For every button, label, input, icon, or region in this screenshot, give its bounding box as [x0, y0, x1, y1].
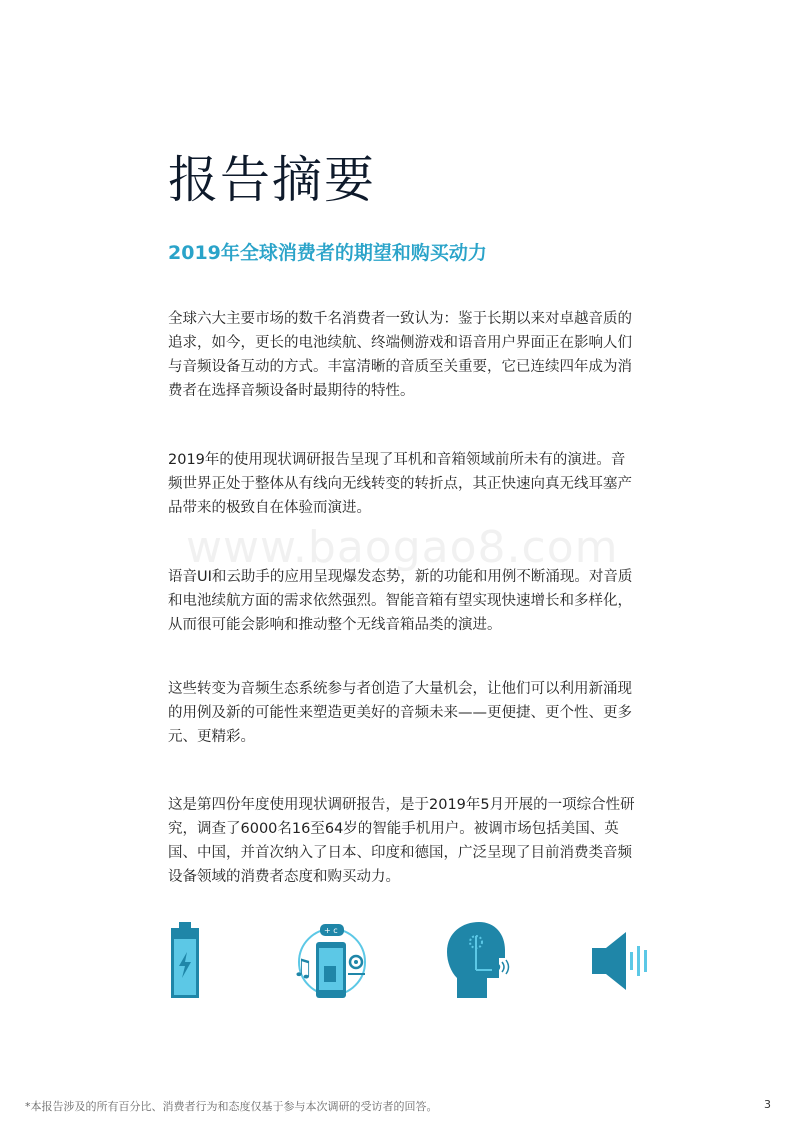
paragraph-2: 2019年的使用现状调研报告呈现了耳机和音箱领域前所未有的演进。音频世界正处于整体从有线向无线转变的转折点，其正快速向真无线耳塞产品带来的极致自在体验而演进。	[168, 452, 632, 516]
page-number: 3	[764, 1098, 771, 1111]
paragraph-4: 这些转变为音频生态系统参与者创造了大量机会，让他们可以利用新涌现的用例及新的可能性来塑造更美好的音频未来——更便捷、更个性、更多元、更精彩。	[168, 681, 632, 745]
speaker-sound-icon	[590, 920, 660, 1002]
paragraph-3: 语音UI和云助手的应用呈现爆发态势，新的功能和用例不断涌现。对音质和电池续航方面的需求依然强烈。智能音箱有望实现快速增长和多样化，从而很可能会影响和推动整个无线音箱品类的演进。	[168, 569, 633, 633]
paragraph-5: 这是第四份年度使用现状调研报告，是于2019年5月开展的一项综合性研究，调查了6000名16至64岁的智能手机用户。被调市场包括美国、英国、中国，并首次纳入了日本、印度和德国，广泛呈现了目前消费类音频设备领域的消费者态度和购买动力。	[168, 797, 635, 885]
watermark: www.baogao8.com	[186, 522, 619, 573]
footnote: *本报告涉及的所有百分比、消费者行为和态度仅基于参与本次调研的受访者的回答。	[25, 1100, 438, 1113]
smartphone-apps-icon	[290, 920, 370, 1002]
icon-row	[160, 920, 680, 1010]
battery-icon	[170, 920, 200, 1000]
page-title: 报告摘要	[168, 151, 376, 209]
section-subtitle: 2019年全球消费者的期望和购买动力	[168, 242, 487, 264]
paragraph-1: 全球六大主要市场的数千名消费者一致认为：鉴于长期以来对卓越音质的追求，如今，更长的电池续航、终端侧游戏和语音用户界面正在影响人们与音频设备互动的方式。丰富清晰的音质至关重要，它已连续四年成为消费者在选择音频设备时最期待的特性。	[168, 311, 632, 399]
svg-text:+ c: + c	[324, 926, 338, 935]
svg-text:♫: ♫	[292, 954, 314, 982]
voice-assistant-head-icon	[443, 920, 513, 1002]
